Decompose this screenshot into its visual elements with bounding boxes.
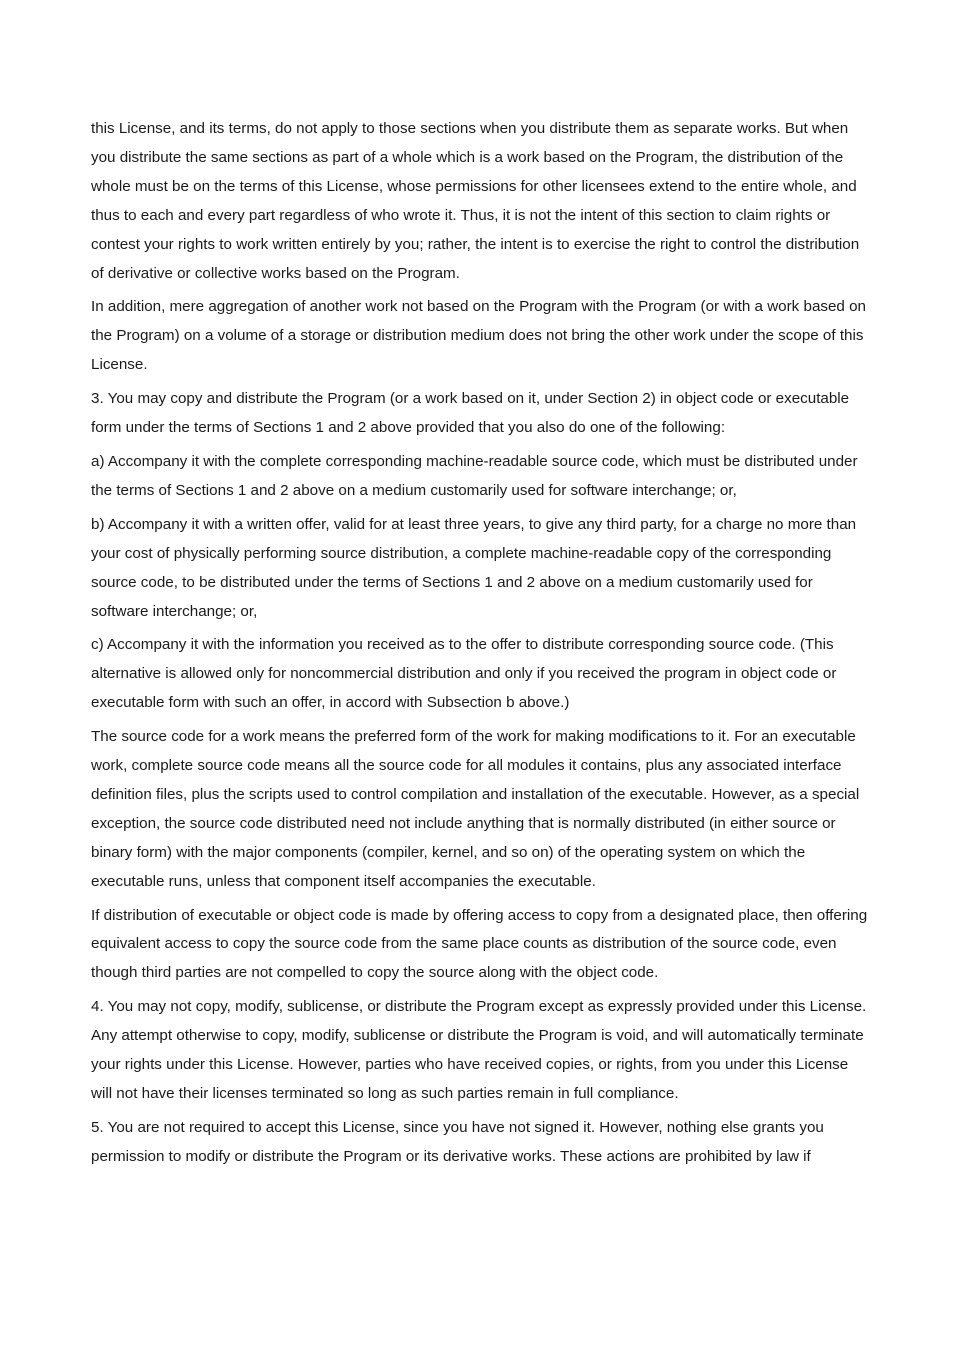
paragraph-section-5: 5. You are not required to accept this License, since you have not signed it. However, nothing else grants you permission to modify or distribute the Program or its derivative works. These actions are prohibited by law if xyxy=(91,1118,824,1165)
paragraph-source-code-definition: The source code for a work means the preferred form of the work for making modifications to it. For an executable work, complete source code means all the source code for all modules it contains, plus any associated interface definition files, plus the scripts used to control compilation and installation of the executable. However, as a special exception, the source code distributed need not include anything that is normally distributed (in either source or binary form) with the major components (compiler, kernel, and so on) of the operating system on which the executable runs, unless that component itself accompanies the executable. xyxy=(91,728,860,890)
paragraph-designated-place: If distribution of executable or object code is made by offering access to copy from a designated place, then offering equivalent access to copy the source code from the same place counts as distribution of the source code, even though third parties are not compelled to copy the source along with the object code. xyxy=(91,906,868,982)
paragraph-section-4: 4. You may not copy, modify, sublicense, or distribute the Program except as expressly provided under this License. Any attempt otherwise to copy, modify, sublicense or distribute the Program is void, and will automatically terminate your rights under this License. However, parties who have received copies, or rights, from you under this License will not have their licenses terminated so long as such parties remain in full compliance. xyxy=(91,998,867,1102)
paragraph-section-3b: b) Accompany it with a written offer, valid for at least three years, to give any third party, for a charge no more than your cost of physically performing source distribution, a complete machine-readable copy of the corresponding source code, to be distributed under the terms of Sections 1 and 2 above on a medium customarily used for software interchange; or, xyxy=(91,515,857,620)
paragraph-aggregation: In addition, mere aggregation of another work not based on the Program with the Program (or with a work based on the Program) on a volume of a storage or distribution medium does not bring the other work under the scope of this License. xyxy=(91,298,866,374)
paragraph-section-3c: c) Accompany it with the information you received as to the offer to distribute corresponding source code. (This alternative is allowed only for noncommercial distribution and only if you received the program in object code or executable form with such an offer, in accord with Subsection b above.) xyxy=(91,636,837,712)
paragraph-section-3: 3. You may copy and distribute the Program (or a work based on it, under Section 2) in object code or executable form under the terms of Sections 1 and 2 above provided that you also do one of the following: xyxy=(91,390,850,437)
document-page xyxy=(91,115,871,1177)
paragraph-section-3a: a) Accompany it with the complete corresponding machine-readable source code, which must be distributed under the terms of Sections 1 and 2 above on a medium customarily used for software interchange; or, xyxy=(91,452,858,499)
paragraph-sections-separate-works: this License, and its terms, do not apply to those sections when you distribute them as separate works. But when you distribute the same sections as part of a whole which is a work based on the Program, the distribution of the whole must be on the terms of this License, whose permissions for other licensees extend to the entire whole, and thus to each and every part regardless of who wrote it. Thus, it is not the intent of this section to claim rights or contest your rights to work written entirely by you; rather, the intent is to exercise the right to control the distribution of derivative or collective works based on the Program. xyxy=(91,120,860,282)
